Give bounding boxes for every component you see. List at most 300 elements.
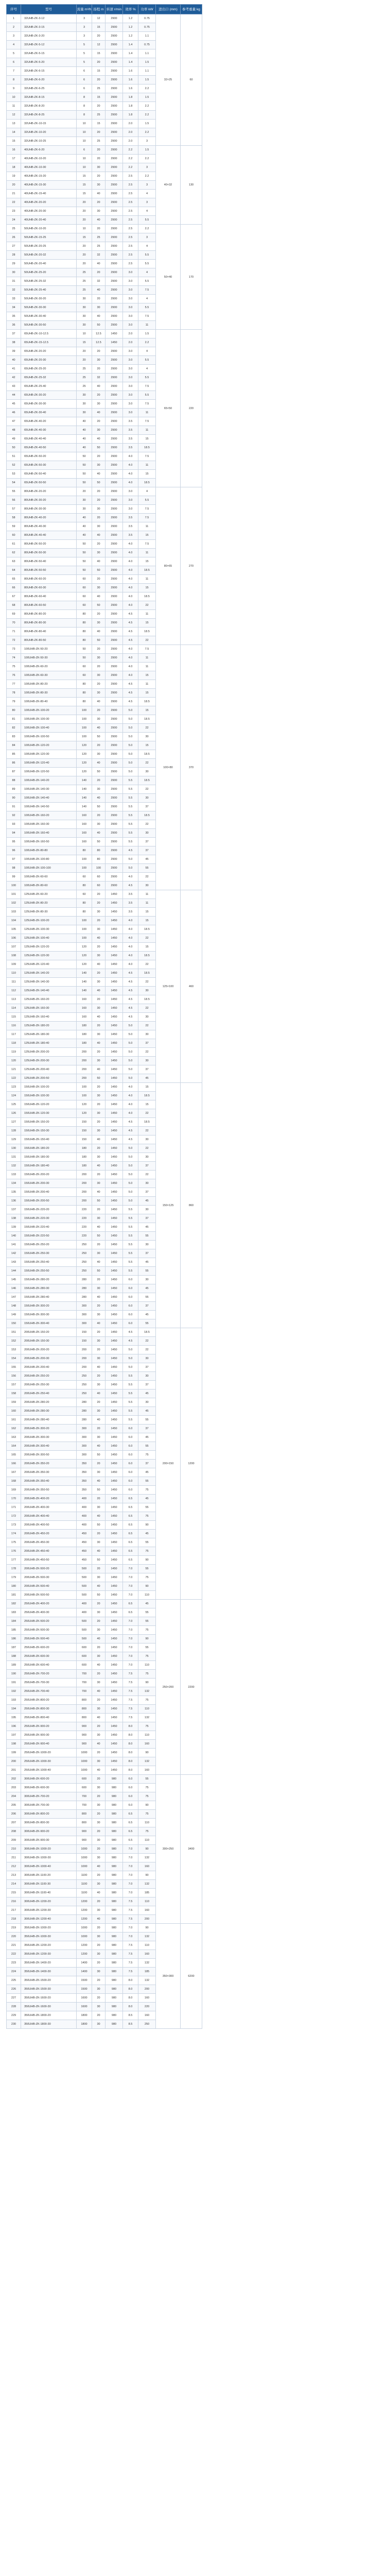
row-flow: 100 [77,1083,92,1092]
row-no: 31 [7,277,21,286]
row-head: 50 [92,838,106,846]
row-power: 37 [138,1039,156,1048]
row-speed: 1450 [106,952,123,960]
row-speed: 2900 [106,216,123,225]
row-power: 22 [138,1171,156,1179]
row-efficiency: 5.0 [123,1065,138,1074]
row-power: 75 [138,1652,156,1661]
row-model: 65UHB-ZK-40-30 [21,426,77,435]
row-head: 40 [92,1363,106,1372]
row-flow: 6 [77,67,92,76]
row-no: 217 [7,1906,21,1915]
row-efficiency: 2.0 [123,137,138,146]
row-flow: 60 [77,575,92,584]
row-flow: 800 [77,1819,92,1827]
row-head: 30 [92,1214,106,1223]
row-power: 132 [138,1854,156,1862]
row-efficiency: 3.0 [123,268,138,277]
row-power: 7.5 [138,312,156,321]
row-model: 100UHB-ZK-50-20 [21,645,77,654]
row-efficiency: 4.0 [123,479,138,487]
row-flow: 50 [77,654,92,663]
row-flow: 80 [77,846,92,855]
row-power: 110 [138,1731,156,1740]
row-flow: 280 [77,1293,92,1302]
row-power: 11 [138,899,156,908]
row-head: 30 [92,1092,106,1100]
row-efficiency: 6.0 [123,1792,138,1801]
row-power: 30 [138,1030,156,1039]
row-flow: 350 [77,1460,92,1468]
row-power: 37 [138,838,156,846]
row-model: 100UHB-ZK-100-20 [21,706,77,715]
row-speed: 2900 [106,260,123,268]
row-efficiency: 5.0 [123,1153,138,1162]
row-head: 20 [92,1924,106,1933]
row-efficiency: 6.0 [123,1276,138,1284]
row-flow: 3 [77,14,92,23]
row-no: 139 [7,1223,21,1232]
row-model: 50UHB-ZK-25-32 [21,277,77,286]
group-inlet-outlet: 150×125 [156,1083,181,1328]
row-head: 80 [92,855,106,864]
row-efficiency: 7.0 [123,1626,138,1635]
row-no: 110 [7,969,21,978]
row-model: 150UHB-ZK-300-40 [21,1319,77,1328]
row-power: 18.5 [138,479,156,487]
row-efficiency: 7.5 [123,1959,138,1968]
row-speed: 2900 [106,251,123,260]
row-power: 15 [138,917,156,925]
row-flow: 60 [77,873,92,882]
row-head: 20 [92,680,106,689]
row-no: 153 [7,1346,21,1354]
row-power: 18.5 [138,776,156,785]
row-efficiency: 5.5 [123,1258,138,1267]
row-flow: 10 [77,155,92,163]
row-speed: 1450 [106,1696,123,1705]
row-head: 30 [92,619,106,628]
row-flow: 40 [77,417,92,426]
row-head: 20 [92,2011,106,2020]
row-efficiency: 6.0 [123,1460,138,1468]
row-model: 65UHB-ZK-50-20 [21,452,77,461]
row-model: 250UHB-ZK-700-40 [21,1687,77,1696]
row-speed: 1450 [106,1714,123,1722]
row-efficiency: 7.0 [123,1643,138,1652]
row-power: 18.5 [138,925,156,934]
row-speed: 2900 [106,172,123,181]
row-flow: 220 [77,1232,92,1241]
row-speed: 1450 [106,1057,123,1065]
row-head: 20 [92,610,106,619]
row-power: 110 [138,1941,156,1950]
row-speed: 1450 [106,338,123,347]
group-weight: 3400 [181,1775,202,1924]
col-inlet-outlet: 进出口 (mm) [156,5,181,14]
row-speed: 2900 [106,531,123,540]
row-model: 80UHB-ZK-80-40 [21,628,77,636]
row-speed: 2900 [106,93,123,102]
row-head: 40 [92,1319,106,1328]
row-no: 175 [7,1538,21,1547]
row-flow: 25 [77,277,92,286]
row-no: 90 [7,794,21,803]
row-efficiency: 5.5 [123,1381,138,1389]
row-speed: 2900 [106,128,123,137]
row-flow: 120 [77,750,92,759]
row-power: 5.5 [138,356,156,365]
row-model: 350UHB-ZK-1000-20 [21,1924,77,1933]
group-weight: 130 [181,146,202,225]
row-head: 40 [92,1862,106,1871]
row-no: 65 [7,575,21,584]
row-efficiency: 6.5 [123,1819,138,1827]
row-no: 1 [7,14,21,23]
row-head: 20 [92,1696,106,1705]
row-model: 200UHB-ZK-150-20 [21,1328,77,1337]
row-no: 84 [7,741,21,750]
row-flow: 600 [77,1784,92,1792]
row-power: 22 [138,1337,156,1346]
row-efficiency: 4.0 [123,1100,138,1109]
row-no: 164 [7,1442,21,1451]
row-head: 30 [92,654,106,663]
row-no: 72 [7,636,21,645]
row-model: 200UHB-ZK-400-40 [21,1512,77,1521]
row-head: 20 [92,365,106,374]
row-flow: 60 [77,601,92,610]
row-efficiency: 5.5 [123,794,138,803]
row-model: 125UHB-ZK-120-40 [21,960,77,969]
row-speed: 1450 [106,1512,123,1521]
row-flow: 180 [77,1022,92,1030]
row-model: 125UHB-ZK-120-30 [21,952,77,960]
row-efficiency: 6.0 [123,1319,138,1328]
row-no: 173 [7,1521,21,1530]
row-efficiency: 4.5 [123,987,138,995]
row-model: 125UHB-ZK-200-30 [21,1057,77,1065]
row-speed: 2900 [106,435,123,444]
row-speed: 2900 [106,58,123,67]
row-power: 45 [138,1223,156,1232]
row-no: 140 [7,1232,21,1241]
row-flow: 1200 [77,1941,92,1950]
row-no: 160 [7,1407,21,1416]
row-efficiency: 3.0 [123,382,138,391]
row-power: 55 [138,1267,156,1276]
row-model: 100UHB-ZK-160-20 [21,811,77,820]
row-efficiency: 3.5 [123,417,138,426]
row-speed: 980 [106,1994,123,2003]
row-power: 11 [138,680,156,689]
row-model: 250UHB-ZK-400-20 [21,1600,77,1608]
row-no: 75 [7,663,21,671]
row-efficiency: 2.2 [123,155,138,163]
row-flow: 15 [77,190,92,198]
row-power: 90 [138,1749,156,1757]
row-model: 200UHB-ZK-280-40 [21,1416,77,1425]
row-power: 7.5 [138,540,156,549]
row-efficiency: 4.5 [123,1127,138,1136]
row-no: 227 [7,1994,21,2003]
row-model: 200UHB-ZK-300-40 [21,1442,77,1451]
row-no: 191 [7,1679,21,1687]
row-power: 7.5 [138,400,156,409]
row-flow: 15 [77,181,92,190]
row-efficiency: 1.8 [123,111,138,120]
row-model: 65UHB-ZK-30-20 [21,391,77,400]
row-flow: 250 [77,1241,92,1249]
row-power: 11 [138,321,156,330]
row-head: 40 [92,409,106,417]
row-head: 40 [92,1442,106,1451]
row-head: 40 [92,724,106,733]
row-head: 40 [92,698,106,706]
col-no: 序号 [7,5,21,14]
row-flow: 700 [77,1801,92,1810]
row-power: 90 [138,1801,156,1810]
row-no: 17 [7,155,21,163]
row-model: 150UHB-ZK-200-30 [21,1179,77,1188]
row-no: 21 [7,190,21,198]
row-no: 88 [7,776,21,785]
row-head: 30 [92,1153,106,1162]
row-speed: 1450 [106,1643,123,1652]
row-model: 65UHB-ZK-50-40 [21,470,77,479]
row-efficiency: 4.5 [123,1337,138,1346]
row-model: 250UHB-ZK-700-20 [21,1670,77,1679]
row-no: 25 [7,225,21,233]
row-no: 210 [7,1845,21,1854]
row-efficiency: 1.2 [123,23,138,32]
row-power: 45 [138,1311,156,1319]
row-efficiency: 4.0 [123,452,138,461]
row-head: 30 [92,400,106,409]
row-flow: 25 [77,382,92,391]
row-power: 22 [138,1109,156,1118]
row-head: 40 [92,1136,106,1144]
row-power: 75 [138,1573,156,1582]
row-head: 20 [92,1118,106,1127]
row-speed: 2900 [106,347,123,356]
row-no: 213 [7,1871,21,1880]
row-head: 30 [92,1468,106,1477]
row-speed: 1450 [106,1030,123,1039]
row-head: 30 [92,356,106,365]
row-model: 100UHB-ZK-140-20 [21,776,77,785]
row-power: 22 [138,724,156,733]
row-no: 27 [7,242,21,251]
row-flow: 900 [77,1836,92,1845]
row-head: 32 [92,374,106,382]
row-flow: 20 [77,347,92,356]
row-model: 300UHB-ZK-1000-30 [21,1854,77,1862]
row-flow: 400 [77,1521,92,1530]
row-speed: 1450 [106,1354,123,1363]
row-efficiency: 3.0 [123,286,138,295]
row-model: 40UHB-ZK-6-20 [21,146,77,155]
row-power: 11 [138,461,156,470]
row-model: 40UHB-ZK-15-30 [21,181,77,190]
row-head: 30 [92,461,106,470]
row-no: 186 [7,1635,21,1643]
row-no: 95 [7,838,21,846]
row-efficiency: 6.5 [123,1512,138,1521]
row-speed: 2900 [106,181,123,190]
row-speed: 2900 [106,759,123,768]
row-flow: 20 [77,216,92,225]
row-power: 4 [138,295,156,303]
row-head: 30 [92,1933,106,1941]
row-efficiency: 6.0 [123,1486,138,1495]
row-no: 66 [7,584,21,592]
row-head: 40 [92,1740,106,1749]
row-head: 80 [92,846,106,855]
row-power: 45 [138,1074,156,1083]
row-model: 150UHB-ZK-250-40 [21,1258,77,1267]
row-no: 68 [7,601,21,610]
row-efficiency: 6.5 [123,1827,138,1836]
row-model: 150UHB-ZK-200-40 [21,1188,77,1197]
row-efficiency: 4.0 [123,925,138,934]
row-flow: 30 [77,409,92,417]
row-model: 50UHB-ZK-30-40 [21,312,77,321]
row-model: 100UHB-ZK-120-50 [21,768,77,776]
row-power: 3 [138,137,156,146]
row-speed: 2900 [106,382,123,391]
row-efficiency: 5.0 [123,1074,138,1083]
row-flow: 50 [77,479,92,487]
row-speed: 1450 [106,1407,123,1416]
row-power: 15 [138,943,156,952]
row-flow: 140 [77,969,92,978]
row-speed: 1450 [106,1626,123,1635]
row-power: 22 [138,785,156,794]
row-model: 350UHB-ZK-1200-20 [21,1941,77,1950]
row-efficiency: 3.0 [123,321,138,330]
group-inlet-outlet: 200×150 [156,1328,181,1600]
row-power: 250 [138,2020,156,2029]
row-speed: 2900 [106,628,123,636]
row-head: 30 [92,549,106,557]
row-model: 125UHB-ZK-60-20 [21,890,77,899]
row-no: 97 [7,855,21,864]
col-speed: 转速 r/min [106,5,123,14]
row-power: 75 [138,1792,156,1801]
row-efficiency: 6.0 [123,1425,138,1433]
row-head: 20 [92,146,106,155]
row-speed: 1450 [106,1381,123,1389]
row-no: 62 [7,549,21,557]
row-model: 250UHB-ZK-600-40 [21,1661,77,1670]
row-head: 100 [92,864,106,873]
row-speed: 2900 [106,365,123,374]
row-head: 30 [92,181,106,190]
row-head: 20 [92,776,106,785]
row-efficiency: 8.0 [123,1749,138,1757]
row-power: 18.5 [138,444,156,452]
row-efficiency: 4.0 [123,873,138,882]
row-speed: 2900 [106,557,123,566]
row-flow: 20 [77,251,92,260]
row-efficiency: 3.0 [123,505,138,514]
row-efficiency: 6.5 [123,1530,138,1538]
row-head: 50 [92,1232,106,1241]
row-speed: 2900 [106,321,123,330]
row-speed: 1450 [106,1118,123,1127]
row-model: 300UHB-ZK-900-30 [21,1836,77,1845]
row-flow: 140 [77,987,92,995]
row-head: 20 [92,1048,106,1057]
row-flow: 150 [77,1328,92,1337]
row-speed: 2900 [106,41,123,49]
row-head: 20 [92,1460,106,1468]
row-flow: 1000 [77,1845,92,1854]
row-efficiency: 7.5 [123,1950,138,1959]
row-flow: 40 [77,444,92,452]
row-no: 170 [7,1495,21,1503]
row-flow: 30 [77,505,92,514]
row-speed: 1450 [106,1039,123,1048]
row-efficiency: 3.0 [123,409,138,417]
row-head: 20 [92,1810,106,1819]
row-efficiency: 2.5 [123,198,138,207]
row-model: 32UHB-ZK-10-15 [21,120,77,128]
row-flow: 10 [77,163,92,172]
row-head: 50 [92,636,106,645]
row-efficiency: 5.0 [123,855,138,864]
row-head: 40 [92,1635,106,1643]
row-efficiency: 7.5 [123,1670,138,1679]
row-model: 80UHB-ZK-60-50 [21,601,77,610]
row-speed: 1450 [106,1013,123,1022]
group-weight: 860 [181,1083,202,1328]
row-speed: 2900 [106,873,123,882]
row-no: 131 [7,1153,21,1162]
row-efficiency: 4.5 [123,1118,138,1127]
row-head: 30 [92,1127,106,1136]
row-speed: 1450 [106,1127,123,1136]
row-efficiency: 6.0 [123,1468,138,1477]
row-head: 40 [92,1766,106,1775]
row-speed: 1450 [106,1503,123,1512]
row-power: 2.2 [138,225,156,233]
row-head: 25 [92,233,106,242]
row-head: 20 [92,225,106,233]
row-speed: 2900 [106,400,123,409]
row-no: 74 [7,654,21,663]
row-power: 2.2 [138,102,156,111]
row-efficiency: 1.2 [123,32,138,41]
row-power: 11 [138,890,156,899]
row-speed: 2900 [106,268,123,277]
row-head: 30 [92,1854,106,1862]
row-no: 219 [7,1924,21,1933]
row-no: 189 [7,1661,21,1670]
row-speed: 1450 [106,1635,123,1643]
table-row [7,225,202,233]
row-power: 15 [138,435,156,444]
row-model: 65UHB-ZK-50-30 [21,461,77,470]
row-efficiency: 6.5 [123,1547,138,1556]
row-no: 70 [7,619,21,628]
row-flow: 400 [77,1600,92,1608]
row-flow: 40 [77,522,92,531]
row-head: 30 [92,925,106,934]
row-power: 90 [138,1679,156,1687]
row-no: 83 [7,733,21,741]
